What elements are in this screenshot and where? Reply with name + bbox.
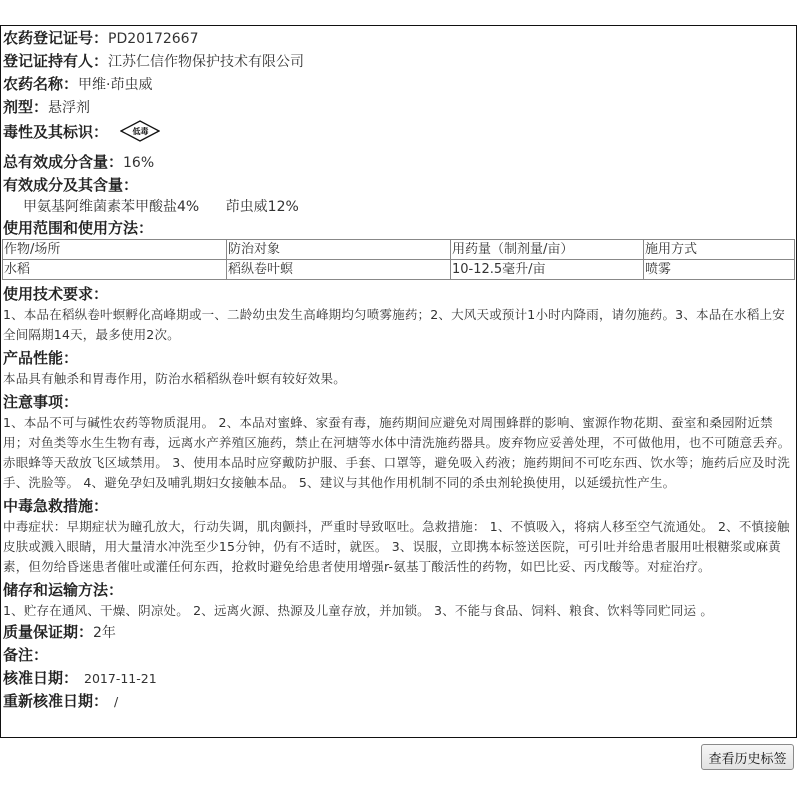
tech-requirements-title: 使用技术要求： [3, 285, 109, 303]
tech-requirements-text: 1、本品在稻纵卷叶螟孵化高峰期或一、二龄幼虫发生高峰期均匀喷雾施药；2、大风天或预计1小时内降雨，请勿施药。3、本品在水稻上安全间隔期14天，最多使用2次。 [3, 307, 785, 342]
ingredients-list [3, 197, 796, 218]
remarks-row [3, 644, 796, 667]
cell-method: 喷雾 [644, 260, 795, 280]
cell-dosage: 10-12.5毫升/亩 [451, 260, 644, 280]
approval-date-row [3, 667, 796, 690]
notes-title: 注意事项： [3, 393, 79, 411]
view-history-labels-button[interactable]: 查看历史标签 [701, 744, 794, 770]
ingredients-title-row [3, 174, 796, 197]
performance-text: 本品具有触杀和胃毒作用，防治水稻稻纵卷叶螟有较好效果。 [3, 371, 346, 386]
ingredient-item: 茚虫威12% [225, 199, 299, 215]
ingredients-label: 有效成分及其含量： [3, 176, 139, 194]
total-content-row [3, 151, 796, 174]
toxicity-badge-text: 低毒 [132, 126, 149, 136]
storage-title: 储存和运输方法： [3, 581, 124, 599]
approval-date-value: 2017-11-21 [84, 671, 157, 686]
low-toxicity-diamond-icon [120, 120, 160, 142]
header-crop: 作物/场所 [3, 240, 227, 260]
formulation-value: 悬浮剂 [48, 100, 91, 116]
remarks-label: 备注： [3, 646, 49, 664]
header-dosage: 用药量（制剂量/亩） [451, 240, 644, 260]
total-content-label: 总有效成分含量： [3, 153, 124, 171]
first-aid-text: 中毒症状：早期症状为瞳孔放大，行动失调，肌肉颤抖，严重时导致呕吐。急救措施： 1、不慎吸入，将病人移至空气流通处。 2、不慎接触皮肤或溅入眼睛，用大量清水冲洗至少15分钟，仍有不适时，就医。 3、误服，立即携本标签送医院，可引吐并给患者服用吐根糖浆或麻黄素，但勿给昏迷患者催吐或灌任何东西，抢救时避免给患者使用增强r-氨基丁酸活性的药物，如巴比妥、丙戊酸等。对症治疗。 [3, 519, 790, 574]
table-row [3, 260, 795, 280]
toxicity-row [3, 119, 796, 149]
header-target: 防治对象 [227, 240, 451, 260]
usage-title: 使用范围和使用方法： [3, 219, 154, 237]
reapproval-date-value: / [114, 694, 119, 709]
formulation-row [3, 96, 796, 119]
shelf-life-value: 2年 [93, 625, 116, 641]
toxicity-label: 毒性及其标识： [3, 123, 109, 141]
storage-text: 1、贮存在通风、干燥、阴凉处。 2、远离火源、热源及儿童存放，并加锁。 3、不能与食品、饲料、粮食、饮料等同贮同运 。 [3, 603, 714, 618]
performance-title: 产品性能： [3, 349, 79, 367]
total-content-value: 16% [123, 155, 155, 171]
cell-target: 稻纵卷叶螟 [227, 260, 451, 280]
shelf-life-label: 质量保证期： [3, 623, 94, 641]
cert-no-row [3, 27, 796, 50]
name-label: 农药名称： [3, 75, 79, 93]
cert-no-value: PD20172667 [108, 31, 199, 47]
holder-label: 登记证持有人： [3, 52, 109, 70]
notes-text: 1、本品不可与碱性农药等物质混用。 2、本品对蜜蜂、家蚕有毒，施药期间应避免对周围蜂群的影响、蜜源作物花期、蚕室和桑园附近禁用；对鱼类等水生生物有毒，远离水产养殖区施药，禁止在河塘等水体中清洗施药器具。废弃物应妥善处理，不可做他用，也不可随意丢弃。赤眼蜂等天敌放飞区域禁用。 3、使用本品时应穿戴防护服、手套、口罩等，避免吸入药液；施药期间不可吃东西、饮水等；施药后应及时洗手、洗脸等。 4、避免孕妇及哺乳期妇女接触本品。 5、建议与其他作用机制不同的杀虫剂轮换使用，以延缓抗性产生。 [3, 415, 791, 490]
usage-table [2, 239, 795, 280]
reapproval-date-row [3, 690, 796, 713]
first-aid-title: 中毒急救措施： [3, 497, 109, 515]
header-method: 施用方式 [644, 240, 795, 260]
label-panel [0, 25, 797, 738]
cell-crop: 水稻 [3, 260, 227, 280]
name-value: 甲维·茚虫威 [78, 77, 153, 93]
shelf-life-row [3, 621, 796, 644]
table-header-row [3, 240, 795, 260]
formulation-label: 剂型： [3, 98, 49, 116]
approval-date-label: 核准日期： [3, 669, 79, 687]
holder-value: 江苏仁信作物保护技术有限公司 [108, 54, 305, 70]
cert-no-label: 农药登记证号： [3, 29, 109, 47]
reapproval-date-label: 重新核准日期： [3, 692, 109, 710]
name-row [3, 73, 796, 96]
holder-row [3, 50, 796, 73]
ingredient-item: 甲氨基阿维菌素苯甲酸盐4% [23, 199, 200, 215]
